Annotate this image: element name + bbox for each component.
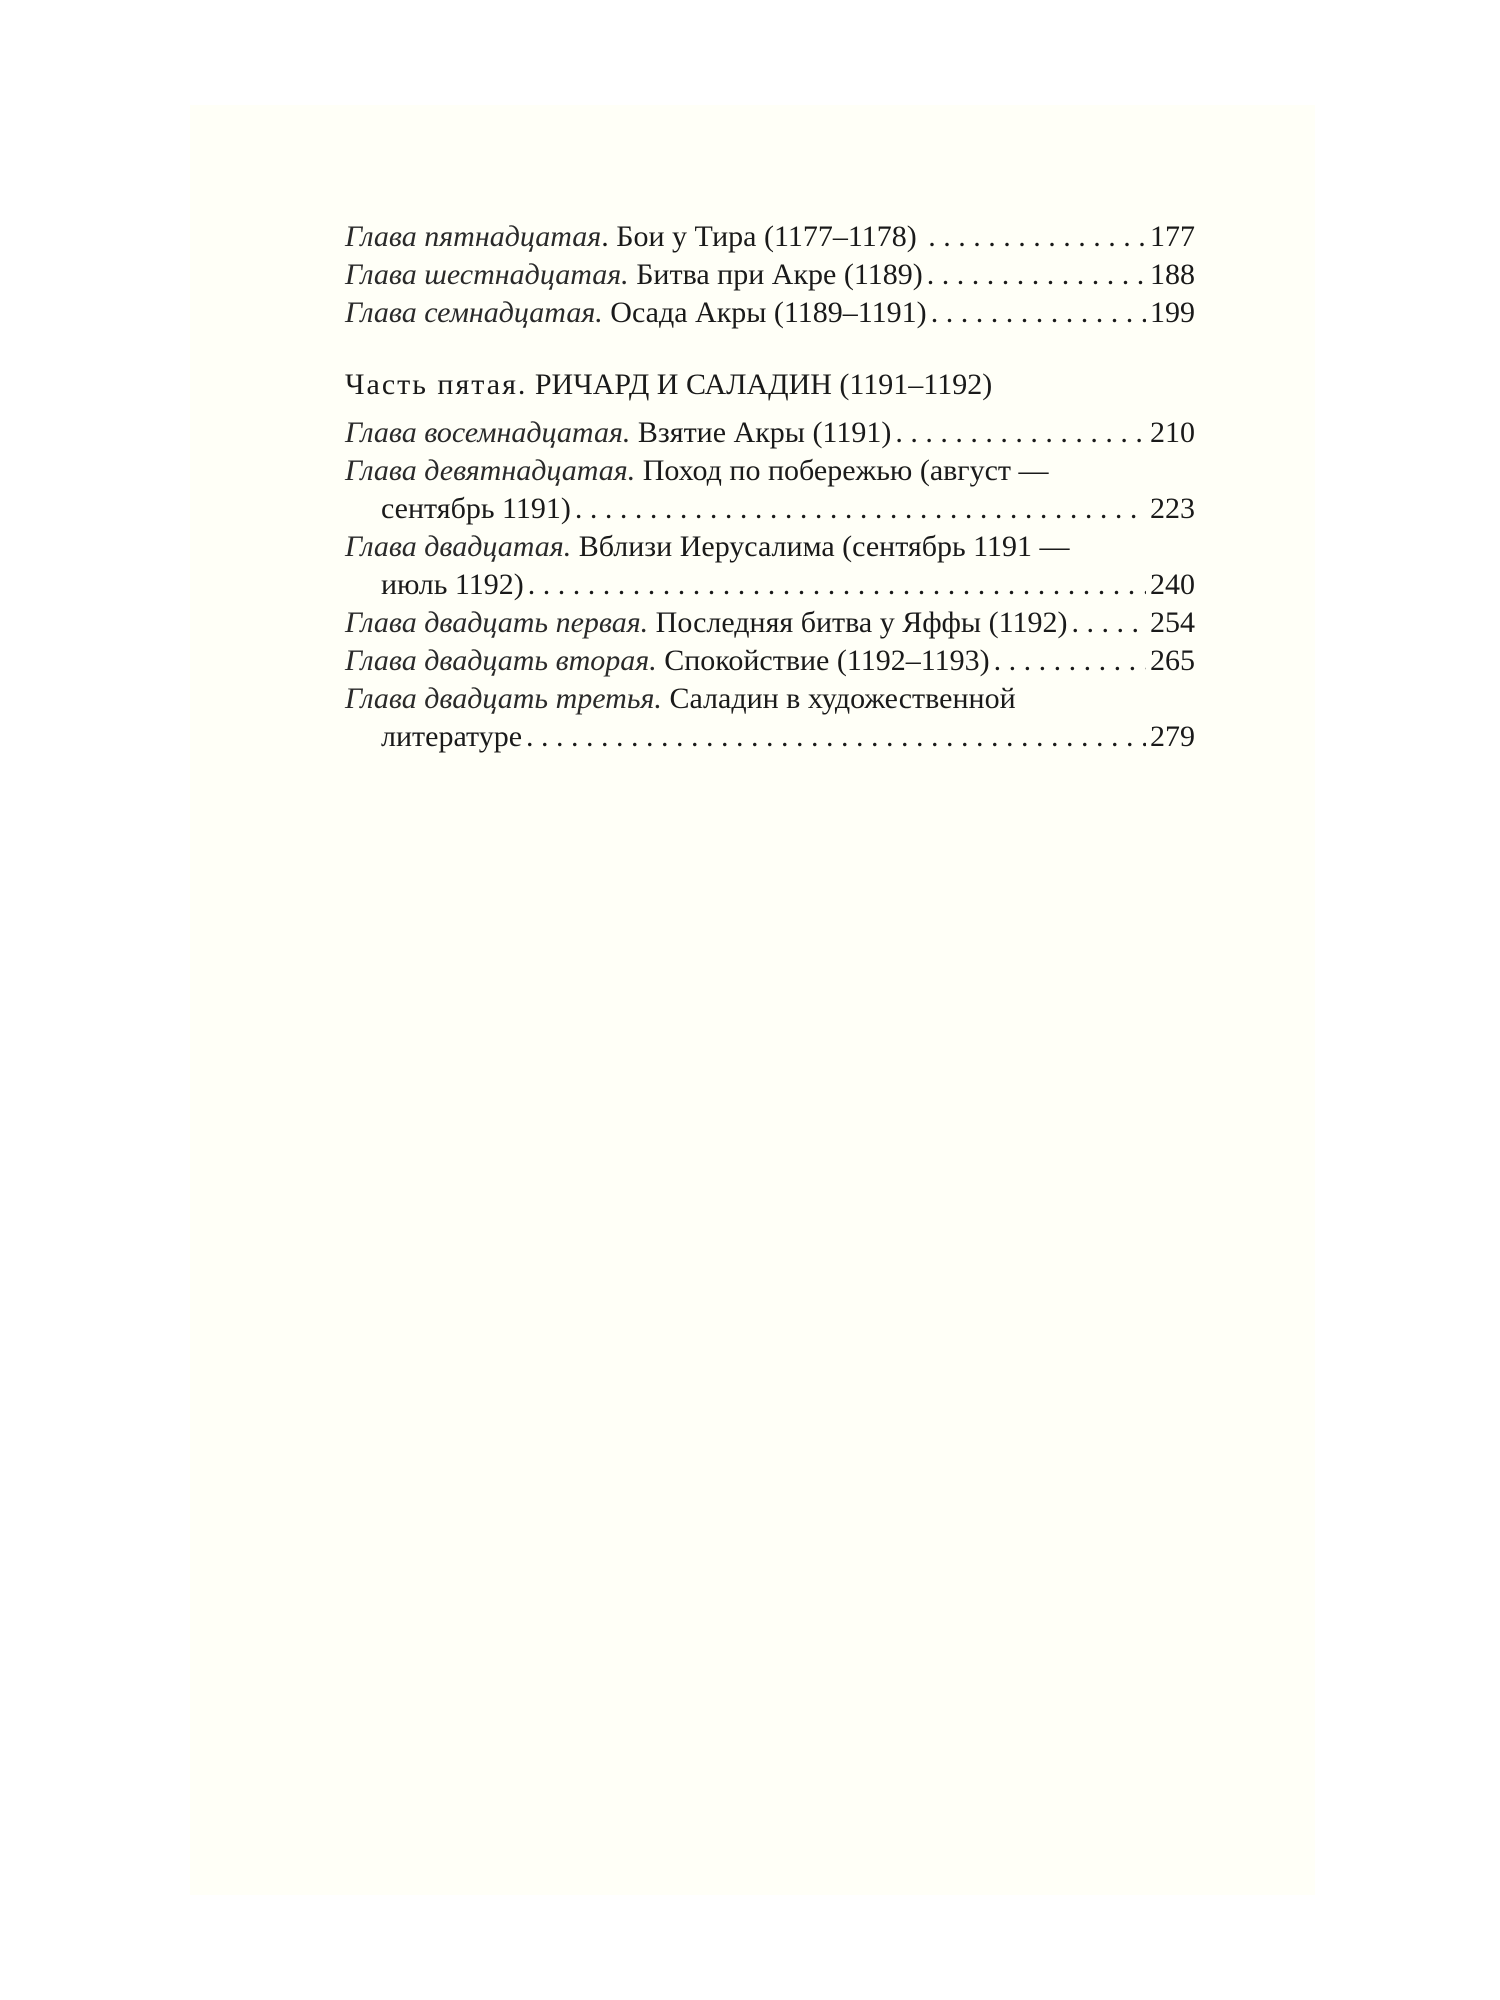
- toc-entry-chapter-20: [345, 528, 1195, 604]
- chapter-label-period: .: [601, 220, 609, 253]
- part-title: РИЧАРД И САЛАДИН (1191–1192): [527, 368, 993, 401]
- part-heading: [345, 366, 1195, 404]
- chapter-title: Поход по побережью (август —: [635, 454, 1049, 487]
- chapter-title: Спокойствие (1192–1193): [656, 644, 990, 677]
- dot-leader: [928, 218, 1146, 256]
- chapter-title-continuation: июль 1192): [381, 568, 524, 601]
- page-number: 210: [1150, 416, 1195, 449]
- chapter-title: Битва при Акре (1189): [628, 258, 923, 291]
- page-number: 188: [1150, 258, 1195, 291]
- dot-leader: [931, 294, 1146, 332]
- page-number: 199: [1150, 296, 1195, 329]
- page-number: 177: [1150, 220, 1195, 253]
- table-of-contents: [345, 218, 1195, 756]
- part-label: Часть пятая.: [345, 368, 528, 401]
- page-number: 279: [1150, 720, 1195, 753]
- page-number: 265: [1150, 644, 1195, 677]
- dot-leader: [895, 414, 1146, 452]
- chapter-title-continuation: литературе: [381, 720, 523, 753]
- page-number: 254: [1150, 606, 1195, 639]
- toc-entry-chapter-19: [345, 452, 1195, 528]
- toc-entry-chapter-21: [345, 604, 1195, 642]
- toc-entry-chapter-22: [345, 642, 1195, 680]
- dot-leader: [994, 642, 1146, 680]
- chapter-label: Глава пятнадцатая: [345, 220, 602, 253]
- dot-leader: [528, 566, 1146, 604]
- toc-entry-chapter-15: [345, 218, 1195, 256]
- toc-entry-chapter-16: [345, 256, 1195, 294]
- toc-entry-chapter-23: [345, 680, 1195, 756]
- toc-entry-chapter-17: [345, 294, 1195, 332]
- chapter-label: Глава двадцатая.: [345, 530, 572, 563]
- chapter-title: Последняя битва у Яффы (1192): [648, 606, 1068, 639]
- page-number: 223: [1150, 492, 1195, 525]
- chapter-label: Глава двадцать первая.: [345, 606, 649, 639]
- chapter-label: Глава семнадцатая.: [345, 296, 603, 329]
- chapter-label: Глава восемнадцатая.: [345, 416, 631, 449]
- dot-leader: [927, 256, 1146, 294]
- chapter-label: Глава двадцать третья.: [345, 682, 662, 715]
- chapter-label: Глава девятнадцатая.: [345, 454, 636, 487]
- toc-entry-chapter-18: [345, 414, 1195, 452]
- page-number: 240: [1150, 568, 1195, 601]
- chapter-title: Бои у Тира (1177–1178): [608, 220, 925, 253]
- chapter-title: Взятие Акры (1191): [630, 416, 892, 449]
- dot-leader: [1071, 604, 1146, 642]
- dot-leader: [575, 490, 1146, 528]
- chapter-title: Саладин в художественной: [661, 682, 1016, 715]
- chapter-label: Глава шестнадцатая.: [345, 258, 629, 291]
- dot-leader: [526, 718, 1146, 756]
- chapter-title: Осада Акры (1189–1191): [602, 296, 927, 329]
- chapter-title: Вблизи Иерусалима (сентябрь 1191 —: [571, 530, 1070, 563]
- chapter-title-continuation: сентябрь 1191): [381, 492, 571, 525]
- chapter-label: Глава двадцать вторая.: [345, 644, 657, 677]
